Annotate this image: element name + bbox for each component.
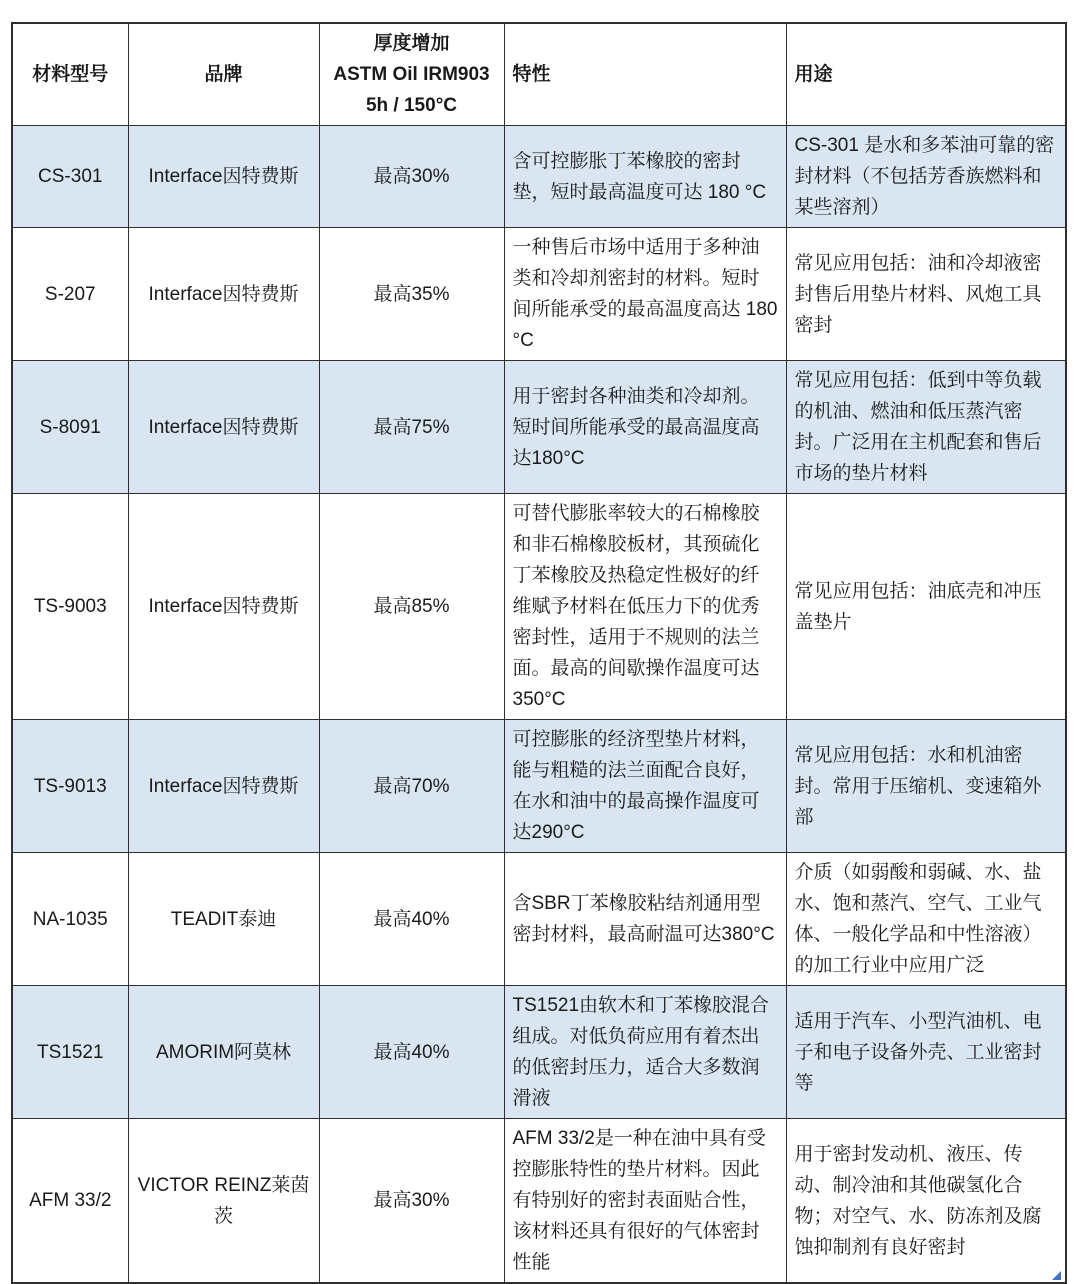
table-body	[12, 126, 1066, 1284]
materials-table-container	[11, 22, 1065, 1284]
cell-usage: 常见应用包括：低到中等负载的机油、燃油和低压蒸汽密封。广泛用在主机配套和售后市场的垫片材料	[786, 361, 1066, 494]
header-material-model: 材料型号	[12, 23, 128, 126]
cell-features: 含SBR丁苯橡胶粘结剂通用型密封材料，最高耐温可达380°C	[504, 853, 786, 986]
cell-usage: 常见应用包括：油和冷却液密封售后用垫片材料、风炮工具密封	[786, 228, 1066, 361]
cell-brand: TEADIT泰迪	[128, 853, 319, 986]
cell-usage: 常见应用包括：油底壳和冲压盖垫片	[786, 494, 1066, 720]
materials-table	[11, 22, 1067, 1284]
header-usage: 用途	[786, 23, 1066, 126]
cell-features: TS1521由软木和丁苯橡胶混合组成。对低负荷应用有着杰出的低密封压力，适合大多数润滑液	[504, 986, 786, 1119]
cell-features: 含可控膨胀丁苯橡胶的密封垫，短时最高温度可达 180 °C	[504, 126, 786, 228]
header-row	[12, 23, 1066, 126]
cell-brand: VICTOR REINZ莱茵茨	[128, 1119, 319, 1284]
cell-material-model: TS-9003	[12, 494, 128, 720]
cell-brand: AMORIM阿莫林	[128, 986, 319, 1119]
cell-thickness-increase: 最高35%	[319, 228, 504, 361]
cell-usage: 介质（如弱酸和弱碱、水、盐水、饱和蒸汽、空气、工业气体、一般化学品和中性溶液）的加工行业中应用广泛	[786, 853, 1066, 986]
cell-features: 可控膨胀的经济型垫片材料，能与粗糙的法兰面配合良好，在水和油中的最高操作温度可达290°C	[504, 720, 786, 853]
cell-material-model: CS-301	[12, 126, 128, 228]
table-row	[12, 126, 1066, 228]
cell-thickness-increase: 最高70%	[319, 720, 504, 853]
cell-material-model: AFM 33/2	[12, 1119, 128, 1284]
table-row	[12, 361, 1066, 494]
table-header	[12, 23, 1066, 126]
table-row	[12, 853, 1066, 986]
cell-features: 用于密封各种油类和冷却剂。短时间所能承受的最高温度高达180°C	[504, 361, 786, 494]
cell-usage: 适用于汽车、小型汽油机、电子和电子设备外壳、工业密封等	[786, 986, 1066, 1119]
cell-usage: 常见应用包括：水和机油密封。常用于压缩机、变速箱外部	[786, 720, 1066, 853]
cell-thickness-increase: 最高75%	[319, 361, 504, 494]
cell-material-model: TS-9013	[12, 720, 128, 853]
cell-features: 可替代膨胀率较大的石棉橡胶和非石棉橡胶板材，其预硫化丁苯橡胶及热稳定性极好的纤维赋予材料在低压力下的优秀密封性，适用于不规则的法兰面。最高的间歇操作温度可达350°C	[504, 494, 786, 720]
cell-material-model: NA-1035	[12, 853, 128, 986]
header-features: 特性	[504, 23, 786, 126]
cell-brand: Interface因特费斯	[128, 720, 319, 853]
cell-material-model: TS1521	[12, 986, 128, 1119]
cell-thickness-increase: 最高85%	[319, 494, 504, 720]
cell-corner-marker-icon	[1052, 1271, 1061, 1280]
cell-usage: CS-301 是水和多苯油可靠的密封材料（不包括芳香族燃料和某些溶剂）	[786, 126, 1066, 228]
cell-material-model: S-8091	[12, 361, 128, 494]
cell-thickness-increase: 最高40%	[319, 986, 504, 1119]
header-thickness-increase	[319, 23, 504, 126]
header-thickness-line-1: 厚度增加	[373, 33, 450, 54]
cell-brand: Interface因特费斯	[128, 228, 319, 361]
table-row	[12, 228, 1066, 361]
cell-material-model: S-207	[12, 228, 128, 361]
header-thickness-line-2: ASTM Oil IRM903	[333, 64, 490, 85]
cell-features: 一种售后市场中适用于多种油类和冷却剂密封的材料。短时间所能承受的最高温度高达 180 °C	[504, 228, 786, 361]
header-thickness-line-3: 5h / 150°C	[365, 95, 458, 116]
cell-usage: 用于密封发动机、液压、传动、制冷油和其他碳氢化合物；对空气、水、防冻剂及腐蚀抑制剂有良好密封	[786, 1119, 1066, 1284]
cell-brand: Interface因特费斯	[128, 494, 319, 720]
cell-thickness-increase: 最高30%	[319, 126, 504, 228]
cell-thickness-increase: 最高30%	[319, 1119, 504, 1284]
cell-brand: Interface因特费斯	[128, 361, 319, 494]
header-brand: 品牌	[128, 23, 319, 126]
cell-thickness-increase: 最高40%	[319, 853, 504, 986]
table-row	[12, 494, 1066, 720]
cell-brand: Interface因特费斯	[128, 126, 319, 228]
table-row	[12, 720, 1066, 853]
table-row	[12, 986, 1066, 1119]
cell-features: AFM 33/2是一种在油中具有受控膨胀特性的垫片材料。因此有特别好的密封表面贴合性，该材料还具有很好的气体密封性能	[504, 1119, 786, 1284]
table-row	[12, 1119, 1066, 1284]
